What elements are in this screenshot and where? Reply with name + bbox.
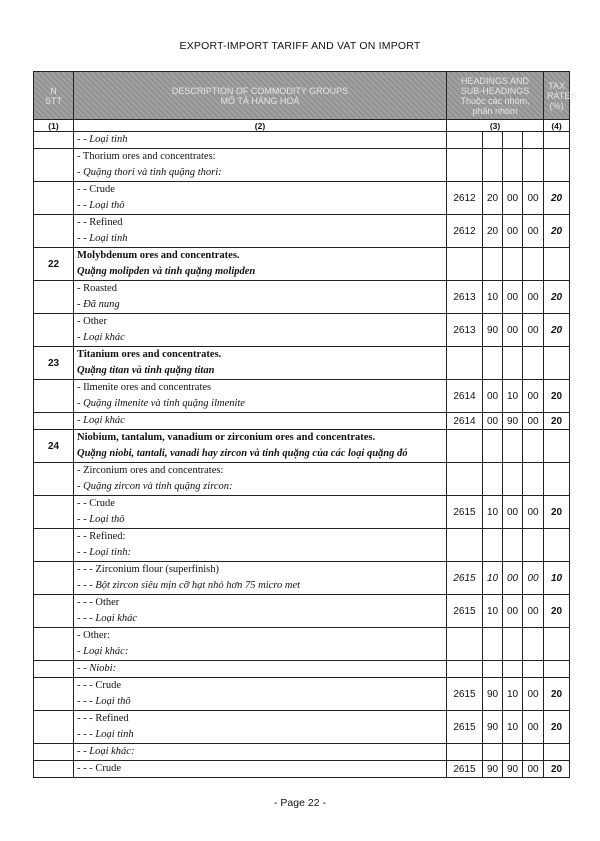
tax-rate [544,661,570,678]
heading-code [447,149,483,182]
heading-code [447,248,483,281]
subheading-code-1: 20 [483,182,503,215]
subheading-code-2: 10 [503,678,523,711]
subheading-code-3 [523,149,544,182]
tax-rate [544,430,570,463]
header-headings: HEADINGS AND SUB-HEADINGS Thuộc các nhóm, phân nhóm [447,72,544,120]
subheading-code-2 [503,430,523,463]
row-stt [34,182,74,215]
row-stt [34,132,74,149]
subheading-code-1 [483,463,503,496]
row-description [74,761,447,778]
subheading-code-1 [483,661,503,678]
subheading-code-1: 20 [483,215,503,248]
tax-rate [544,529,570,562]
description-vi: Quặng molipden và tinh quặng molipden [77,266,256,277]
subheading-code-1 [483,628,503,661]
description-vi: - - Loại thô [77,200,125,211]
tax-rate [544,149,570,182]
row-description [74,281,447,314]
colnum-2: (2) [74,120,447,132]
description-en: - - Loại khác: [77,746,135,757]
row-description [74,413,447,430]
description-en: - Loại khác [77,415,125,426]
description-vi: - - Loại thô [77,514,125,525]
description-vi: Quặng titan và tinh quặng titan [77,365,215,376]
subheading-code-3: 00 [523,182,544,215]
tax-rate [544,132,570,149]
tax-rate [544,248,570,281]
subheading-code-1 [483,430,503,463]
description-en: - - Refined: [77,531,126,542]
description-vi: - - Loại tinh: [77,547,131,558]
row-stt [34,761,74,778]
description-vi: - - - Bột zircon siêu mịn cỡ hạt nhỏ hơn 75 micro met [77,580,301,591]
description-vi: - Quặng thori và tinh quặng thori: [77,167,222,178]
header-stt: N STT [34,72,74,120]
tax-rate [544,628,570,661]
header-description: DESCRIPTION OF COMMODITY GROUPS MÔ TẢ HÀNG HOÁ [74,72,447,120]
heading-code [447,529,483,562]
heading-code: 2615 [447,595,483,628]
subheading-code-1: 90 [483,711,503,744]
subheading-code-2 [503,744,523,761]
row-stt [34,595,74,628]
subheading-code-1 [483,149,503,182]
subheading-code-3 [523,347,544,380]
description-en: - Roasted [77,283,117,294]
row-stt [34,149,74,182]
row-description [74,678,447,711]
subheading-code-1: 00 [483,380,503,413]
table-row [34,529,570,562]
page-number: - Page 22 - [274,797,326,809]
subheading-code-2: 00 [503,595,523,628]
description-en: - - - Zirconium flour (superfinish) [77,564,220,575]
row-description [74,132,447,149]
tax-rate: 10 [544,562,570,595]
table-row [34,430,570,463]
row-stt [34,215,74,248]
row-stt [34,661,74,678]
tax-rate [544,744,570,761]
table-header-row [34,72,570,120]
subheading-code-3 [523,430,544,463]
table-row [34,132,570,149]
heading-code: 2615 [447,496,483,529]
row-stt [34,678,74,711]
table-row [34,281,570,314]
row-stt [34,744,74,761]
tax-rate: 20 [544,281,570,314]
subheading-code-2 [503,132,523,149]
heading-code: 2612 [447,182,483,215]
row-stt [34,628,74,661]
row-stt [34,562,74,595]
table-row [34,661,570,678]
row-stt [34,413,74,430]
description-en: - - Crude [77,498,115,509]
heading-code: 2614 [447,380,483,413]
description-en: - - Refined [77,217,123,228]
column-number-row [34,120,570,132]
subheading-code-3 [523,628,544,661]
row-stt: 24 [34,430,74,463]
description-en: - - Crude [77,184,115,195]
row-description [74,711,447,744]
description-vi: Quặng niobi, tantali, vanadi hay zircon và tinh quặng của các loại quặng đó [77,448,408,459]
tariff-table [33,71,577,778]
tax-rate: 20 [544,413,570,430]
description-vi: - Loại khác [77,332,125,343]
heading-code: 2614 [447,413,483,430]
subheading-code-2: 00 [503,182,523,215]
tax-rate [544,347,570,380]
subheading-code-2 [503,529,523,562]
subheading-code-2 [503,248,523,281]
row-description [74,215,447,248]
subheading-code-1 [483,529,503,562]
row-stt [34,529,74,562]
description-en: - Thorium ores and concentrates: [77,151,216,162]
row-description [74,595,447,628]
row-description [74,562,447,595]
heading-code: 2615 [447,678,483,711]
row-stt [34,281,74,314]
description-en: - Zirconium ores and concentrates: [77,465,224,476]
table-row [34,215,570,248]
description-en: Titanium ores and concentrates. [77,349,222,360]
colnum-4: (4) [544,120,570,132]
subheading-code-3: 00 [523,595,544,628]
description-vi: - - - Loại khác [77,613,138,624]
subheading-code-3 [523,744,544,761]
tax-rate: 20 [544,380,570,413]
description-vi: - Quặng zircon và tinh quặng zircon: [77,481,233,492]
heading-code [447,463,483,496]
subheading-code-2: 00 [503,562,523,595]
row-description [74,661,447,678]
heading-code: 2613 [447,314,483,347]
subheading-code-1: 90 [483,761,503,778]
heading-code [447,661,483,678]
subheading-code-2 [503,347,523,380]
subheading-code-3 [523,661,544,678]
subheading-code-1: 10 [483,496,503,529]
heading-code: 2615 [447,562,483,595]
description-en: Niobium, tantalum, vanadium or zirconium ores and concentrates. [77,432,376,443]
subheading-code-2 [503,149,523,182]
heading-code [447,132,483,149]
table-row [34,562,570,595]
heading-code [447,347,483,380]
subheading-code-2: 00 [503,215,523,248]
row-stt [34,463,74,496]
subheading-code-3 [523,529,544,562]
subheading-code-3: 00 [523,711,544,744]
row-description [74,149,447,182]
tax-rate: 20 [544,215,570,248]
table-row [34,248,570,281]
description-en: - - - Refined [77,713,129,724]
subheading-code-2 [503,661,523,678]
colnum-3: (3) [447,120,544,132]
row-description [74,380,447,413]
heading-code [447,744,483,761]
tax-rate: 20 [544,761,570,778]
subheading-code-3: 00 [523,678,544,711]
subheading-code-1 [483,132,503,149]
tax-rate: 20 [544,678,570,711]
description-en: - Ilmenite ores and concentrates [77,382,212,393]
row-stt: 23 [34,347,74,380]
subheading-code-3: 00 [523,761,544,778]
subheading-code-1: 10 [483,562,503,595]
subheading-code-3 [523,248,544,281]
heading-code [447,628,483,661]
tax-rate: 20 [544,182,570,215]
table-row [34,678,570,711]
table-row [34,496,570,529]
tax-rate: 20 [544,314,570,347]
description-en: - - - Crude [77,680,122,691]
description-vi: - Đã nung [77,299,120,310]
tax-rate: 20 [544,496,570,529]
table-row [34,711,570,744]
row-description [74,496,447,529]
subheading-code-1: 10 [483,281,503,314]
heading-code: 2615 [447,761,483,778]
description-en: - Other: [77,630,110,641]
row-description [74,744,447,761]
subheading-code-2: 90 [503,761,523,778]
subheading-code-3: 00 [523,314,544,347]
heading-code: 2612 [447,215,483,248]
subheading-code-2: 10 [503,380,523,413]
row-description [74,430,447,463]
subheading-code-3: 00 [523,380,544,413]
description-en: - - - Other [77,597,120,608]
description-en: - Other [77,316,108,327]
heading-code: 2615 [447,711,483,744]
row-description [74,248,447,281]
subheading-code-2: 90 [503,413,523,430]
table-row [34,413,570,430]
page-title: EXPORT-IMPORT TARIFF AND VAT ON IMPORT [179,40,421,52]
subheading-code-2: 00 [503,496,523,529]
header-tax-rates: TAX RATES (%) [544,72,570,120]
subheading-code-1 [483,347,503,380]
subheading-code-1 [483,248,503,281]
table-row [34,463,570,496]
table-row [34,182,570,215]
description-vi: - - - Loại tinh [77,729,134,740]
table-row [34,314,570,347]
description-vi: - Quặng ilmenite và tinh quặng ilmenite [77,398,245,409]
table-row [34,761,570,778]
subheading-code-3: 00 [523,496,544,529]
description-vi: - Loại khác: [77,646,129,657]
description-en: - - Niobi: [77,663,117,674]
subheading-code-3: 00 [523,413,544,430]
row-stt [34,314,74,347]
subheading-code-2 [503,463,523,496]
subheading-code-3: 00 [523,562,544,595]
description-en: - - Loại tinh [77,134,128,145]
table-row [34,744,570,761]
description-vi: - - - Loại thô [77,696,131,707]
row-description [74,628,447,661]
row-description [74,463,447,496]
colnum-1: (1) [34,120,74,132]
table-row [34,595,570,628]
tax-rate: 20 [544,711,570,744]
table-row [34,380,570,413]
row-stt [34,496,74,529]
row-stt: 22 [34,248,74,281]
table-row [34,149,570,182]
subheading-code-1: 90 [483,678,503,711]
description-en: - - - Crude [77,763,122,774]
heading-code [447,430,483,463]
table-row [34,628,570,661]
heading-code: 2613 [447,281,483,314]
row-stt [34,380,74,413]
table-body [34,132,570,778]
row-description [74,347,447,380]
description-en: Molybdenum ores and concentrates. [77,250,240,261]
row-stt [34,711,74,744]
subheading-code-1 [483,744,503,761]
subheading-code-2 [503,628,523,661]
table-row [34,347,570,380]
subheading-code-3: 00 [523,281,544,314]
row-description [74,314,447,347]
subheading-code-2: 10 [503,711,523,744]
tax-rate: 20 [544,595,570,628]
subheading-code-1: 00 [483,413,503,430]
subheading-code-3 [523,132,544,149]
subheading-code-1: 10 [483,595,503,628]
subheading-code-3 [523,463,544,496]
subheading-code-1: 90 [483,314,503,347]
subheading-code-2: 00 [503,314,523,347]
subheading-code-3: 00 [523,215,544,248]
subheading-code-2: 00 [503,281,523,314]
row-description [74,529,447,562]
row-description [74,182,447,215]
tax-rate [544,463,570,496]
description-vi: - - Loại tinh [77,233,128,244]
